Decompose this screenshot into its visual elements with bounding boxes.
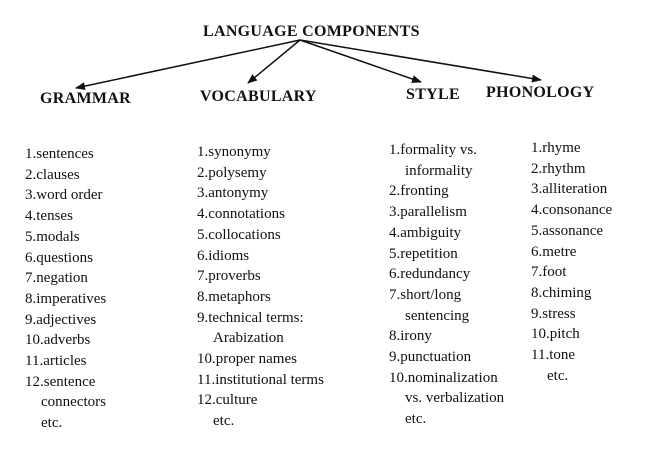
list-item-etc: etc. — [405, 411, 427, 428]
diagram-root-title: LANGUAGE COMPONENTS — [203, 23, 420, 40]
list-item: 11.tone — [531, 347, 576, 364]
list-item: 3.alliteration — [531, 181, 608, 198]
list-item-continuation: Arabization — [213, 330, 284, 347]
phonology-list — [531, 138, 612, 386]
list-item-continuation: connectors — [41, 394, 106, 411]
list-item: 7.short/long — [389, 286, 462, 303]
grammar-list — [25, 144, 106, 434]
list-item: 6.metre — [531, 243, 577, 260]
list-item: 5.assonance — [531, 222, 604, 239]
arrow-to-phonology — [300, 40, 541, 80]
list-item: 11.institutional terms — [197, 371, 324, 388]
list-item: 6.questions — [25, 249, 93, 266]
list-item: 1.sentences — [25, 146, 94, 162]
list-item: 10.pitch — [531, 326, 580, 343]
list-item-continuation: vs. verbalization — [405, 390, 505, 407]
list-item: 3.parallelism — [389, 204, 467, 221]
list-item: 7.foot — [531, 264, 567, 281]
list-item-continuation: sentencing — [405, 307, 470, 324]
list-item: 8.metaphors — [197, 288, 271, 305]
list-item-etc: etc. — [41, 415, 63, 432]
list-item-etc: etc. — [213, 413, 235, 430]
list-item: 8.imperatives — [25, 290, 107, 307]
list-item: 2.clauses — [25, 166, 80, 183]
list-item: 9.adjectives — [25, 311, 97, 328]
list-item: 5.modals — [25, 228, 80, 245]
list-item: 6.idioms — [197, 247, 250, 264]
list-item: 4.consonance — [531, 202, 613, 219]
list-item: 3.word order — [25, 187, 103, 204]
list-item: 7.negation — [25, 270, 88, 287]
arrow-to-style — [300, 40, 421, 82]
vocabulary-list — [197, 142, 324, 432]
list-item: 1.rhyme — [531, 140, 581, 156]
category-title-grammar: GRAMMAR — [40, 90, 131, 107]
arrow-to-vocabulary — [248, 40, 300, 83]
category-title-style: STYLE — [406, 86, 460, 103]
list-item: 1.formality vs. — [389, 142, 477, 158]
list-item: 2.fronting — [389, 183, 449, 200]
list-item: 3.antonymy — [197, 185, 269, 202]
list-item: 2.polysemy — [197, 164, 267, 181]
category-title-vocabulary: VOCABULARY — [200, 88, 317, 105]
list-item: 4.tenses — [25, 208, 73, 225]
list-item: 5.repetition — [389, 245, 458, 262]
list-item: 4.connotations — [197, 206, 285, 223]
list-item: 6.redundancy — [389, 266, 471, 283]
list-item: 2.rhythm — [531, 160, 586, 177]
list-item: 9.punctuation — [389, 349, 472, 366]
list-item: 12.sentence — [25, 373, 96, 390]
list-item: 9.stress — [531, 305, 576, 322]
list-item: 10.adverbs — [25, 332, 91, 349]
list-item: 5.collocations — [197, 226, 281, 243]
list-item-etc: etc. — [547, 367, 569, 384]
category-title-phonology: PHONOLOGY — [486, 84, 595, 101]
list-item: 4.ambiguity — [389, 224, 462, 241]
list-item: 11.articles — [25, 353, 87, 370]
arrow-to-grammar — [76, 40, 300, 88]
list-item: 8.chiming — [531, 284, 592, 301]
list-item: 12.culture — [197, 392, 258, 409]
list-item-continuation: informality — [405, 162, 473, 179]
list-item: 9.technical terms: — [197, 309, 304, 326]
list-item: 7.proverbs — [197, 268, 261, 285]
list-item: 10.proper names — [197, 351, 297, 368]
style-list — [389, 140, 504, 430]
list-item: 8.irony — [389, 328, 432, 345]
list-item: 10.nominalization — [389, 369, 498, 386]
list-item: 1.synonymy — [197, 144, 271, 160]
